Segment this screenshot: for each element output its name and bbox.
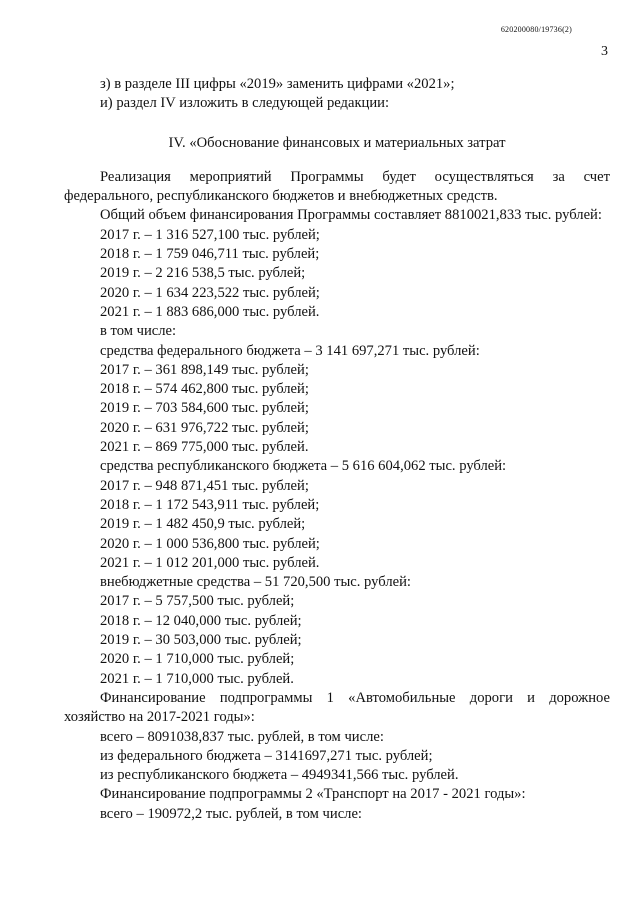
document-code: 620200080/19736(2) — [500, 25, 572, 34]
extrabudgetary-title: внебюджетные средства – 51 720,500 тыс. рублей: — [100, 574, 411, 591]
subprogram1-federal: из федерального бюджета – 3141697,271 тыс. рублей; — [100, 747, 433, 764]
extrabudgetary-2017: 2017 г. – 5 757,500 тыс. рублей; — [100, 593, 295, 610]
republican-2021: 2021 г. – 1 012 201,000 тыс. рублей. — [100, 554, 320, 571]
republican-2018: 2018 г. – 1 172 543,911 тыс. рублей; — [100, 496, 320, 513]
section-heading: IV. «Обоснование финансовых и материальных затрат — [168, 134, 506, 151]
paragraph-implementation: Реализация мероприятий Программы будет осуществляться за счет федерального, республиканского бюджетов и внебюджетных средств. — [64, 168, 610, 205]
federal-2021: 2021 г. – 869 775,000 тыс. рублей. — [100, 439, 309, 456]
extrabudgetary-2019: 2019 г. – 30 503,000 тыс. рублей; — [100, 632, 302, 649]
document-body — [64, 75, 610, 824]
federal-2019: 2019 г. – 703 584,600 тыс. рублей; — [100, 400, 309, 417]
total-2020: 2020 г. – 1 634 223,522 тыс. рублей; — [100, 284, 320, 301]
republican-2020: 2020 г. – 1 000 536,800 тыс. рублей; — [100, 535, 320, 552]
federal-title: средства федерального бюджета – 3 141 697,271 тыс. рублей: — [100, 342, 480, 359]
subprogram1-republican: из республиканского бюджета – 4949341,566 тыс. рублей. — [100, 767, 459, 784]
subprogram2-total: всего – 190972,2 тыс. рублей, в том числе: — [100, 805, 362, 822]
federal-2018: 2018 г. – 574 462,800 тыс. рублей; — [100, 381, 309, 398]
subprogram1-title: Финансирование подпрограммы 1 «Автомобильные дороги и дорожное хозяйство на 2017-2021 годы»: — [64, 689, 610, 726]
subprogram1-total: всего – 8091038,837 тыс. рублей, в том числе: — [100, 728, 384, 745]
total-2021: 2021 г. – 1 883 686,000 тыс. рублей. — [100, 303, 320, 320]
extrabudgetary-2021: 2021 г. – 1 710,000 тыс. рублей. — [100, 670, 294, 687]
subprogram2-title: Финансирование подпрограммы 2 «Транспорт на 2017 - 2021 годы»: — [100, 786, 526, 803]
extrabudgetary-2018: 2018 г. – 12 040,000 тыс. рублей; — [100, 612, 302, 629]
federal-2017: 2017 г. – 361 898,149 тыс. рублей; — [100, 361, 309, 378]
extrabudgetary-2020: 2020 г. – 1 710,000 тыс. рублей; — [100, 651, 295, 668]
intro-line-i: и) раздел IV изложить в следующей редакции: — [100, 95, 390, 112]
republican-2019: 2019 г. – 1 482 450,9 тыс. рублей; — [100, 516, 306, 533]
federal-2020: 2020 г. – 631 976,722 тыс. рублей; — [100, 419, 309, 436]
republican-2017: 2017 г. – 948 871,451 тыс. рублей; — [100, 477, 309, 494]
total-2018: 2018 г. – 1 759 046,711 тыс. рублей; — [100, 246, 320, 263]
republican-title: средства республиканского бюджета – 5 616 604,062 тыс. рублей: — [100, 458, 507, 475]
paragraph-total-financing: Общий объем финансирования Программы составляет 8810021,833 тыс. рублей: — [100, 207, 602, 224]
page-number: 3 — [601, 44, 608, 59]
including-label: в том числе: — [100, 323, 177, 340]
total-2017: 2017 г. – 1 316 527,100 тыс. рублей; — [100, 226, 320, 243]
intro-line-z: з) в разделе III цифры «2019» заменить цифрами «2021»; — [100, 76, 455, 92]
total-2019: 2019 г. – 2 216 538,5 тыс. рублей; — [100, 265, 306, 282]
